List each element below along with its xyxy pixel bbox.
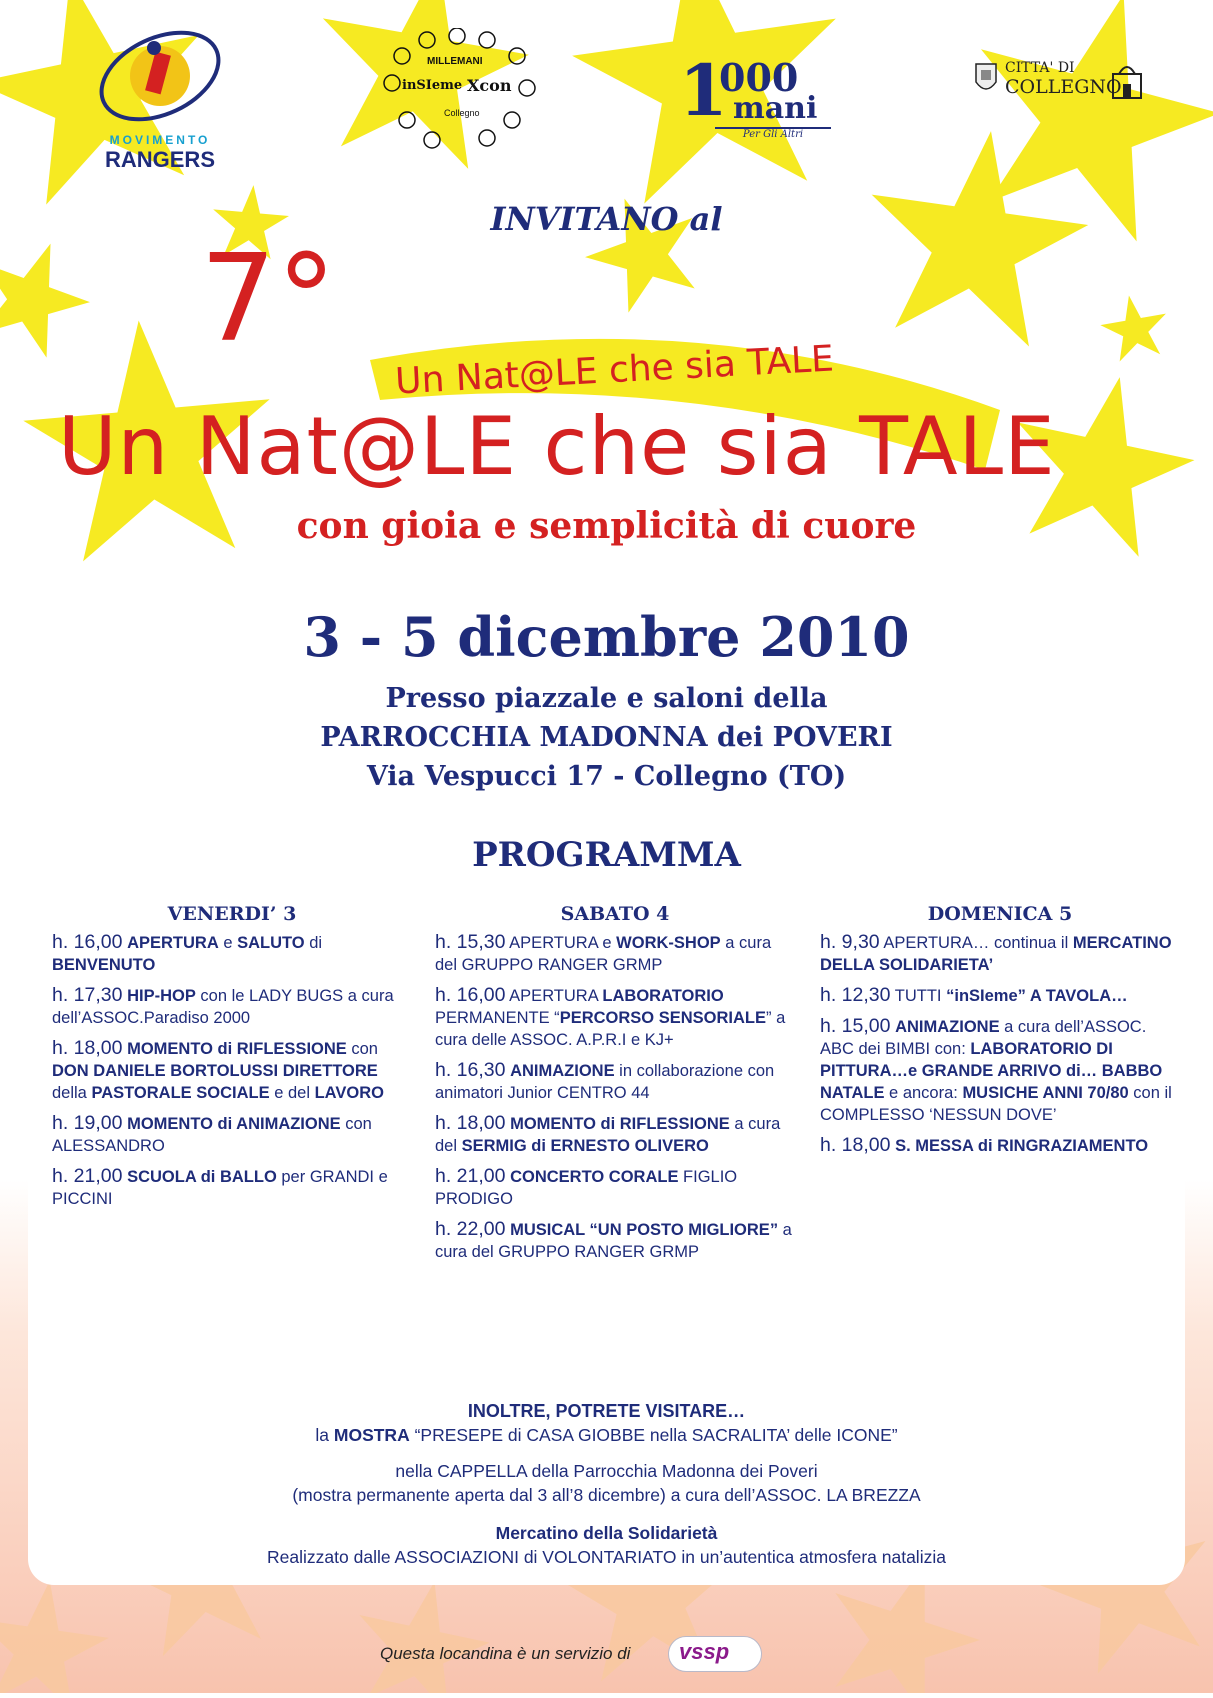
entry-text: APERTURA — [509, 987, 603, 1005]
program-entry — [435, 1112, 795, 1157]
entry-text: LABORATORIO — [602, 987, 724, 1005]
program-entry — [52, 1112, 412, 1157]
day-title: VENERDI’ 3 — [167, 903, 297, 925]
program-entry — [52, 1037, 412, 1104]
service-note: Questa locandina è un servizio di — [380, 1644, 631, 1663]
entry-text: con — [346, 1040, 378, 1058]
subtitle: con gioia e semplicità di cuore — [296, 505, 917, 547]
entry-time: h. 12,30 — [820, 984, 891, 1006]
entry-text: con le LADY BUGS a cura dell’ASSOC.Paradiso 2000 — [52, 987, 394, 1027]
entry-text: e — [597, 934, 617, 952]
program-entry — [435, 1059, 795, 1104]
entry-text: MOMENTO di RIFLESSIONE — [127, 1040, 347, 1058]
main-title: Un Nat@LE che sia TALE — [58, 400, 1056, 493]
program-entry — [435, 931, 795, 976]
mostra-bold: MOSTRA — [333, 1425, 410, 1445]
inoltre-heading: INOLTRE, POTRETE VISITARE… — [467, 1401, 746, 1421]
entry-time: h. 18,00 — [820, 1134, 891, 1156]
program-entry — [820, 1134, 1180, 1157]
entry-text: S. MESSA di RINGRAZIAMENTO — [895, 1137, 1149, 1155]
programma-title: PROGRAMMA — [472, 835, 741, 875]
insieme-line2: inSIeme — [402, 78, 463, 93]
entry-text: PERCORSO SENSORIALE — [559, 1009, 766, 1027]
entry-time: h. 21,00 — [52, 1165, 123, 1187]
mostra-rest: “PRESEPE di CASA GIOBBE nella SACRALITA’ delle ICONE” — [409, 1425, 898, 1445]
insieme-logo — [372, 28, 547, 153]
insieme-line4: Collegno — [444, 108, 480, 118]
program-entry — [820, 984, 1180, 1007]
rangers-top-text: MOVIMENTO — [109, 133, 211, 147]
entry-text: SCUOLA di BALLO — [127, 1168, 277, 1186]
day-column-venerdi — [52, 903, 412, 1218]
permanente-line: (mostra permanente aperta dal 3 all’8 dicembre) a cura dell’ASSOC. LA BREZZA — [292, 1485, 921, 1505]
entry-text: con ALESSANDRO — [52, 1115, 372, 1155]
entry-text: a cura dell’ASSOC. ABC dei BIMBI con: — [820, 1018, 1147, 1058]
mostra-line — [0, 1424, 1213, 1446]
program-entry — [52, 984, 412, 1029]
entry-text: WORK-SHOP — [616, 934, 721, 952]
entry-text: a cura del GRUPPO RANGER GRMP — [435, 934, 772, 974]
entry-time: h. 22,00 — [435, 1218, 506, 1240]
entry-text: APERTURA… continua il — [883, 934, 1073, 952]
mani-word: mani — [733, 91, 818, 126]
entry-text: SERMIG — [461, 1137, 527, 1155]
entry-text: “inSIeme” A TAVOLA… — [946, 987, 1128, 1005]
entry-time: h. 15,30 — [435, 931, 506, 953]
entry-text: TUTTI — [894, 987, 947, 1005]
entry-text: LAVORO — [314, 1084, 384, 1102]
entry-text: BENVENUTO — [52, 956, 156, 974]
entry-text: LABORATORIO DI PITTURA…e GRANDE ARRIVO di… BABBO NATALE — [820, 1040, 1163, 1102]
entry-text: ” a cura delle ASSOC. A.P.R.I e KJ+ — [435, 1009, 786, 1049]
mercatino-title: Mercatino della Solidarietà — [495, 1523, 718, 1543]
mani-tagline: Per Gli Altri — [715, 127, 831, 140]
entry-time: h. 18,00 — [52, 1037, 123, 1059]
day-entries — [52, 931, 412, 1210]
entry-time: h. 18,00 — [435, 1112, 506, 1134]
entry-text: MERCATINO DELLA SOLIDARIETA’ — [820, 934, 1172, 974]
entry-text: ANIMAZIONE — [510, 1062, 615, 1080]
millemani-logo — [675, 49, 835, 140]
entry-text: DON DANIELE BORTOLUSSI DIRETTORE — [52, 1062, 378, 1080]
entry-time: h. 16,30 — [435, 1059, 506, 1081]
entry-text: della — [52, 1084, 92, 1102]
rangers-bottom-text: RANGERS — [104, 147, 215, 172]
entry-text: per GRANDI e PICCINI — [52, 1168, 388, 1208]
program-entry — [52, 931, 412, 976]
mercatino-text: Realizzato dalle ASSOCIAZIONI di VOLONTARIATO in un’autentica atmosfera natalizia — [267, 1547, 946, 1567]
collegno-top-text: CITTA' DI — [1005, 60, 1075, 76]
insieme-line1: MILLEMANI — [427, 56, 483, 67]
entry-time: h. 19,00 — [52, 1112, 123, 1134]
entry-text: FIGLIO PRODIGO — [435, 1168, 738, 1208]
day-column-domenica — [820, 903, 1180, 1165]
program-entry — [52, 1165, 412, 1210]
rangers-logo — [80, 18, 240, 172]
mani-one: 1 — [679, 49, 728, 132]
program-entry — [820, 1015, 1180, 1126]
entry-text: di ERNESTO OLIVERO — [526, 1137, 709, 1155]
vssp-logo — [668, 1636, 762, 1672]
invitano-text: INVITANO al — [490, 200, 723, 238]
day-column-sabato — [435, 903, 795, 1271]
entry-text: APERTURA — [127, 934, 219, 952]
entry-text: MOMENTO di RIFLESSIONE — [510, 1115, 730, 1133]
entry-text: in collaborazione con animatori Junior CENTRO 44 — [435, 1062, 775, 1102]
entry-text: CONCERTO CORALE — [510, 1168, 679, 1186]
entry-text: e del — [269, 1084, 315, 1102]
collegno-logo — [975, 58, 1145, 108]
entry-text: a cura del GRUPPO RANGER GRMP — [435, 1221, 792, 1261]
collegno-name: COLLEGNO — [1005, 76, 1122, 98]
venue-line-2: PARROCCHIA MADONNA dei POVERI — [320, 722, 893, 753]
day-entries — [435, 931, 795, 1263]
mostra-prefix: la — [315, 1425, 334, 1445]
day-title: SABATO 4 — [560, 903, 670, 925]
entry-text: MUSICAL “UN POSTO MIGLIORE” — [510, 1221, 779, 1239]
entry-text: PASTORALE SOCIALE — [91, 1084, 270, 1102]
entry-text: PERMANENTE “ — [435, 1009, 560, 1027]
entry-text: e ancora: — [884, 1084, 963, 1102]
entry-text: APERTURA — [509, 934, 598, 952]
program-entry — [435, 1218, 795, 1263]
day-title: DOMENICA 5 — [927, 903, 1073, 925]
mani-number: 000 — [719, 55, 799, 100]
entry-text: HIP-HOP — [127, 987, 196, 1005]
venue-line-3: Via Vespucci 17 - Collegno (TO) — [366, 761, 847, 792]
building-icon — [1110, 60, 1144, 100]
cappella-line: nella CAPPELLA della Parrocchia Madonna dei Poveri — [395, 1461, 818, 1481]
edition-number: 7° — [200, 230, 337, 369]
entry-time: h. 9,30 — [820, 931, 880, 953]
program-entry — [435, 984, 795, 1051]
entry-text: ANIMAZIONE — [895, 1018, 1000, 1036]
entry-text: MOMENTO di ANIMAZIONE — [127, 1115, 341, 1133]
program-entry — [820, 931, 1180, 976]
coat-of-arms-icon — [975, 62, 997, 96]
event-dates: 3 - 5 dicembre 2010 — [303, 605, 910, 669]
entry-text: e — [218, 934, 238, 952]
entry-time: h. 15,00 — [820, 1015, 891, 1037]
vssp-text: vssp — [679, 1639, 730, 1664]
insieme-line3: Xcon — [467, 76, 512, 95]
entry-text: con il COMPLESSO ‘NESSUN DOVE’ — [820, 1084, 1172, 1124]
program-entry — [435, 1165, 795, 1210]
entry-time: h. 16,00 — [435, 984, 506, 1006]
ribbon-title: Un Nat@LE che sia TALE — [394, 338, 835, 403]
rangers-emblem-icon — [80, 18, 240, 128]
entry-time: h. 16,00 — [52, 931, 123, 953]
entry-text: di — [304, 934, 323, 952]
entry-time: h. 21,00 — [435, 1165, 506, 1187]
day-entries — [820, 931, 1180, 1157]
entry-text: SALUTO — [237, 934, 305, 952]
venue-line-1: Presso piazzale e saloni della — [385, 683, 828, 714]
entry-time: h. 17,30 — [52, 984, 123, 1006]
entry-text: a cura del — [435, 1115, 781, 1155]
entry-text: MUSICHE ANNI 70/80 — [962, 1084, 1129, 1102]
